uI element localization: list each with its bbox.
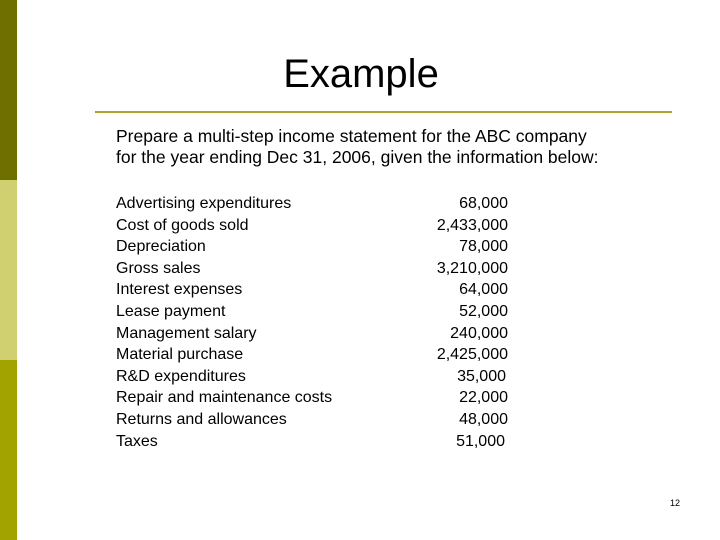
- item-label: Interest expenses: [116, 281, 243, 299]
- expense-items-list: [116, 193, 516, 452]
- item-label: Repair and maintenance costs: [116, 389, 333, 407]
- list-item: [116, 215, 516, 237]
- item-value: 48,000: [459, 410, 508, 428]
- item-label: Depreciation: [116, 238, 206, 256]
- slide-title-container: [0, 48, 720, 100]
- list-item: [116, 409, 516, 431]
- item-value: 78,000: [459, 238, 508, 256]
- item-value: 240,000: [450, 324, 508, 342]
- left-accent-bar-middle: [0, 180, 17, 360]
- item-label: Returns and allowances: [116, 410, 287, 428]
- item-value: 2,433,000: [436, 216, 508, 234]
- intro-line-2: for the year ending Dec 31, 2006, given the information below:: [116, 147, 599, 167]
- item-label: Taxes: [116, 432, 158, 450]
- item-value: 2,425,000: [436, 346, 508, 364]
- item-value: 68,000: [459, 195, 508, 212]
- page-number: 12: [669, 498, 680, 508]
- list-item: [116, 431, 516, 453]
- list-item: [116, 366, 516, 388]
- left-accent-bar-bottom: [0, 360, 17, 540]
- list-item: [116, 258, 516, 280]
- list-item: [116, 193, 516, 215]
- list-item: [116, 236, 516, 258]
- item-value: 64,000: [459, 281, 508, 299]
- item-label: Gross sales: [116, 259, 201, 277]
- item-label: Material purchase: [116, 346, 244, 364]
- item-value: 51,000: [456, 432, 505, 450]
- list-item: [116, 301, 516, 323]
- title-divider: [95, 111, 672, 113]
- list-item: [116, 279, 516, 301]
- intro-line-1: Prepare a multi-step income statement for the ABC company: [116, 126, 587, 146]
- item-label: Management salary: [116, 324, 257, 342]
- intro-text: [116, 126, 696, 168]
- item-label: Advertising expenditures: [116, 195, 292, 212]
- item-value: 35,000: [457, 367, 506, 385]
- item-label: R&D expenditures: [116, 367, 246, 385]
- slide-title: Example: [283, 52, 439, 96]
- item-value: 52,000: [459, 302, 508, 320]
- list-item: [116, 323, 516, 345]
- list-item: [116, 344, 516, 366]
- item-value: 3,210,000: [436, 259, 508, 277]
- item-label: Lease payment: [116, 302, 226, 320]
- item-label: Cost of goods sold: [116, 216, 249, 234]
- list-item: [116, 387, 516, 409]
- item-value: 22,000: [459, 389, 508, 407]
